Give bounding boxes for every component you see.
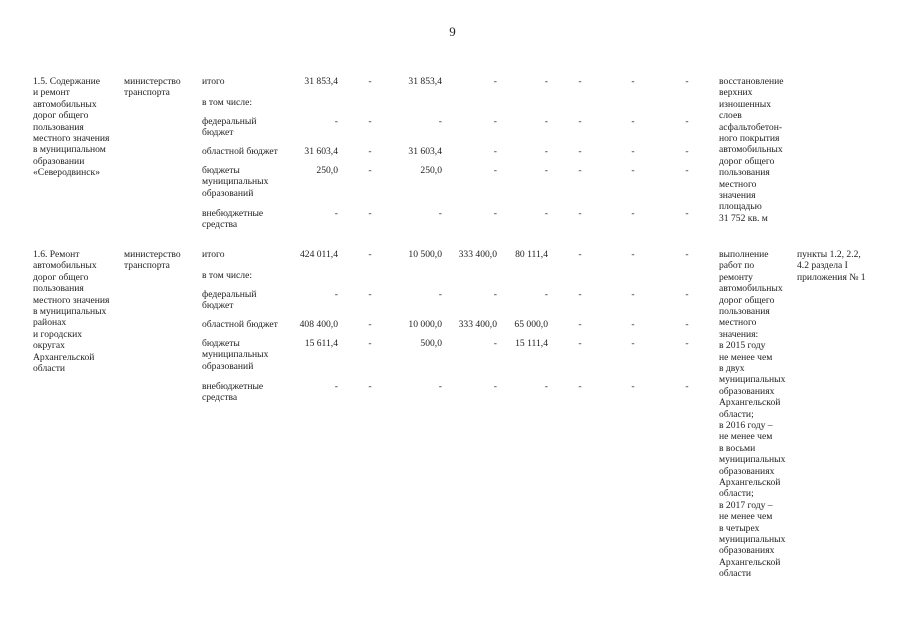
result-line: области; [719, 408, 754, 420]
funding-value: - [368, 381, 372, 392]
funding-source-line: бюджеты [202, 338, 240, 349]
funding-source-line: итого [202, 76, 225, 87]
funding-value: 31 603,4 [408, 146, 442, 157]
result-line: Архангельской [719, 556, 781, 568]
reference-line: 4.2 раздела I [797, 260, 848, 272]
funding-source-line: муниципальных [202, 349, 269, 361]
result-line: области; [719, 488, 754, 500]
result-line: местного [719, 178, 757, 190]
funding-value: 333 400,0 [458, 249, 497, 260]
funding-value: - [493, 338, 497, 349]
funding-value: - [578, 319, 582, 330]
funding-source-line: внебюджетные [202, 208, 264, 219]
funding-value: - [578, 338, 582, 349]
result-line: 31 752 кв. м [719, 212, 768, 224]
activity-title-line: Архангельской [33, 351, 95, 363]
funding-source-line: внебюджетные [202, 381, 264, 392]
reference-line: приложения № 1 [797, 271, 866, 283]
reference-line: пункты 1.2, 2.2, [797, 249, 861, 260]
funding-value: - [578, 381, 582, 392]
funding-value: 31 603,4 [304, 146, 338, 157]
funding-value: - [631, 289, 635, 300]
funding-value: - [685, 116, 689, 127]
funding-value: 250,0 [420, 165, 442, 176]
executor-line: министерство [124, 76, 181, 87]
activity-title-line: дорог общего [33, 110, 89, 122]
result-line: в 2016 году – [719, 420, 773, 431]
activity-title-line: районах [33, 317, 67, 329]
activity-title-line: округах [33, 340, 65, 352]
funding-value: - [493, 116, 497, 127]
result-line: Архангельской [719, 397, 781, 409]
funding-value: - [685, 338, 689, 349]
funding-source-line: образований [202, 360, 254, 372]
funding-value: - [493, 381, 497, 392]
activity-title-line: «Северодвинск» [33, 167, 101, 179]
funding-source-line: в том числе: [202, 270, 253, 281]
activity-title-line: пользования [33, 283, 84, 295]
funding-value: - [368, 289, 372, 300]
funding-value: - [685, 146, 689, 157]
activity-title-line: автомобильных [33, 98, 97, 110]
funding-value: - [544, 208, 548, 219]
funding-value: 80 111,4 [515, 249, 548, 260]
result-line: восстановление [719, 76, 784, 87]
result-line: не менее чем [719, 511, 773, 523]
funding-source-line: областной бюджет [202, 319, 278, 330]
activity-title-line: дорог общего [33, 271, 89, 283]
funding-value: - [544, 76, 548, 87]
funding-value: - [544, 165, 548, 176]
activity-title-line: местного значения [33, 133, 110, 144]
funding-value: - [438, 381, 442, 392]
result-line: значения [719, 190, 756, 201]
funding-value: 31 853,4 [304, 76, 338, 87]
funding-value: - [493, 76, 497, 87]
activity-title-line: автомобильных [33, 260, 97, 272]
funding-value: - [578, 289, 582, 300]
funding-value: - [631, 165, 635, 176]
result-line: в восьми [719, 442, 756, 454]
funding-value: - [368, 249, 372, 260]
funding-source-line: средства [202, 392, 238, 404]
result-line: ремонту [719, 271, 753, 283]
result-line: муниципальных [719, 454, 786, 466]
result-line: в 2015 году [719, 340, 766, 352]
funding-source-line: образований [202, 187, 254, 199]
funding-value: - [544, 289, 548, 300]
funding-source-line: итого [202, 249, 225, 260]
result-line: верхних [719, 87, 753, 99]
funding-value: - [631, 76, 635, 87]
funding-value: - [334, 116, 338, 127]
funding-value: - [544, 146, 548, 157]
funding-value: - [631, 208, 635, 219]
activity-title-line: 1.5. Содержание [33, 76, 101, 87]
funding-value: - [685, 319, 689, 330]
result-line: области [719, 568, 752, 580]
result-line: пользования [719, 167, 770, 179]
funding-source-line: муниципальных [202, 176, 269, 188]
funding-value: - [631, 381, 635, 392]
page-number: 9 [449, 24, 456, 39]
funding-value: - [685, 165, 689, 176]
funding-source-line: областной бюджет [202, 146, 278, 157]
funding-value: 250,0 [316, 165, 338, 176]
result-line: дорог общего [719, 294, 775, 306]
funding-source-line: бюджеты [202, 165, 240, 176]
result-line: ного покрытия [719, 133, 780, 144]
funding-value: 15 611,4 [304, 338, 338, 349]
result-line: в 2017 году – [719, 499, 773, 511]
funding-value: - [438, 289, 442, 300]
funding-value: 408 400,0 [299, 319, 338, 330]
funding-value: - [685, 381, 689, 392]
funding-value: - [368, 165, 372, 176]
funding-value: - [685, 76, 689, 87]
funding-value: - [578, 165, 582, 176]
result-line: образованиях [719, 545, 775, 557]
funding-value: - [685, 249, 689, 260]
funding-value: 333 400,0 [458, 319, 497, 330]
funding-value: 500,0 [420, 338, 442, 349]
activity-title-line: в муниципальном [33, 144, 106, 156]
result-line: не менее чем [719, 431, 773, 443]
funding-value: - [368, 76, 372, 87]
funding-source-line: средства [202, 219, 238, 231]
executor-line: транспорта [124, 87, 170, 99]
funding-value: - [578, 116, 582, 127]
result-line: работ по [719, 260, 755, 272]
activity-title-line: пользования [33, 121, 84, 133]
funding-source-line: федеральный [202, 116, 257, 127]
result-line: в четырех [719, 522, 760, 534]
funding-value: - [368, 146, 372, 157]
funding-value: 15 111,4 [515, 338, 548, 349]
result-line: Архангельской [719, 477, 781, 488]
funding-value: - [368, 338, 372, 349]
funding-value: - [438, 116, 442, 127]
funding-value: - [685, 289, 689, 300]
funding-value: - [493, 289, 497, 300]
result-line: значения: [719, 328, 759, 340]
funding-value: - [368, 208, 372, 219]
result-line: образованиях [719, 465, 775, 477]
funding-value: - [631, 249, 635, 260]
result-line: образованиях [719, 385, 775, 397]
activity-title-line: местного значения [33, 294, 110, 306]
activity-title-line: области [33, 363, 66, 374]
funding-source-line: бюджет [202, 300, 234, 312]
result-line: не менее чем [719, 351, 773, 363]
activity-title-line: 1.6. Ремонт [33, 249, 80, 260]
result-line: автомобильных [719, 144, 783, 156]
funding-value: - [578, 146, 582, 157]
result-line: выполнение [719, 249, 769, 260]
funding-value: 31 853,4 [408, 76, 442, 87]
result-line: автомобильных [719, 283, 783, 295]
funding-value: - [438, 208, 442, 219]
activity-title-line: образовании [33, 155, 85, 167]
result-line: дорог общего [719, 155, 775, 167]
result-line: муниципальных [719, 534, 786, 545]
funding-value: - [368, 319, 372, 330]
activity-title-line: и ремонт [33, 87, 70, 99]
funding-value: 424 011,4 [299, 249, 338, 260]
result-line: пользования [719, 306, 770, 317]
funding-value: - [578, 208, 582, 219]
funding-source-line: в том числе: [202, 97, 253, 108]
executor-line: транспорта [124, 260, 170, 272]
result-line: изношенных [719, 98, 772, 110]
funding-value: 10 500,0 [408, 249, 442, 260]
funding-value: - [493, 146, 497, 157]
result-line: местного [719, 317, 757, 329]
funding-value: 65 000,0 [514, 319, 548, 330]
funding-value: - [631, 116, 635, 127]
executor-line: министерство [124, 249, 181, 260]
funding-value: - [578, 249, 582, 260]
funding-value: - [631, 146, 635, 157]
funding-source-line: федеральный [202, 289, 257, 300]
result-line: асфальтобетон- [719, 121, 783, 133]
funding-value: - [544, 116, 548, 127]
funding-value: - [493, 208, 497, 219]
funding-value: - [334, 208, 338, 219]
funding-value: - [578, 76, 582, 87]
result-line: площадью [719, 201, 762, 213]
funding-value: - [334, 381, 338, 392]
funding-value: 10 000,0 [408, 319, 442, 330]
funding-value: - [631, 338, 635, 349]
result-line: слоев [719, 110, 742, 122]
result-line: муниципальных [719, 374, 786, 386]
funding-value: - [544, 381, 548, 392]
activity-title-line: в муниципальных [33, 306, 107, 317]
funding-value: - [685, 208, 689, 219]
activity-title-line: и городских [33, 328, 83, 340]
funding-value: - [368, 116, 372, 127]
funding-value: - [493, 165, 497, 176]
funding-source-line: бюджет [202, 127, 234, 139]
funding-value: - [334, 289, 338, 300]
funding-value: - [631, 319, 635, 330]
result-line: в двух [719, 363, 745, 374]
